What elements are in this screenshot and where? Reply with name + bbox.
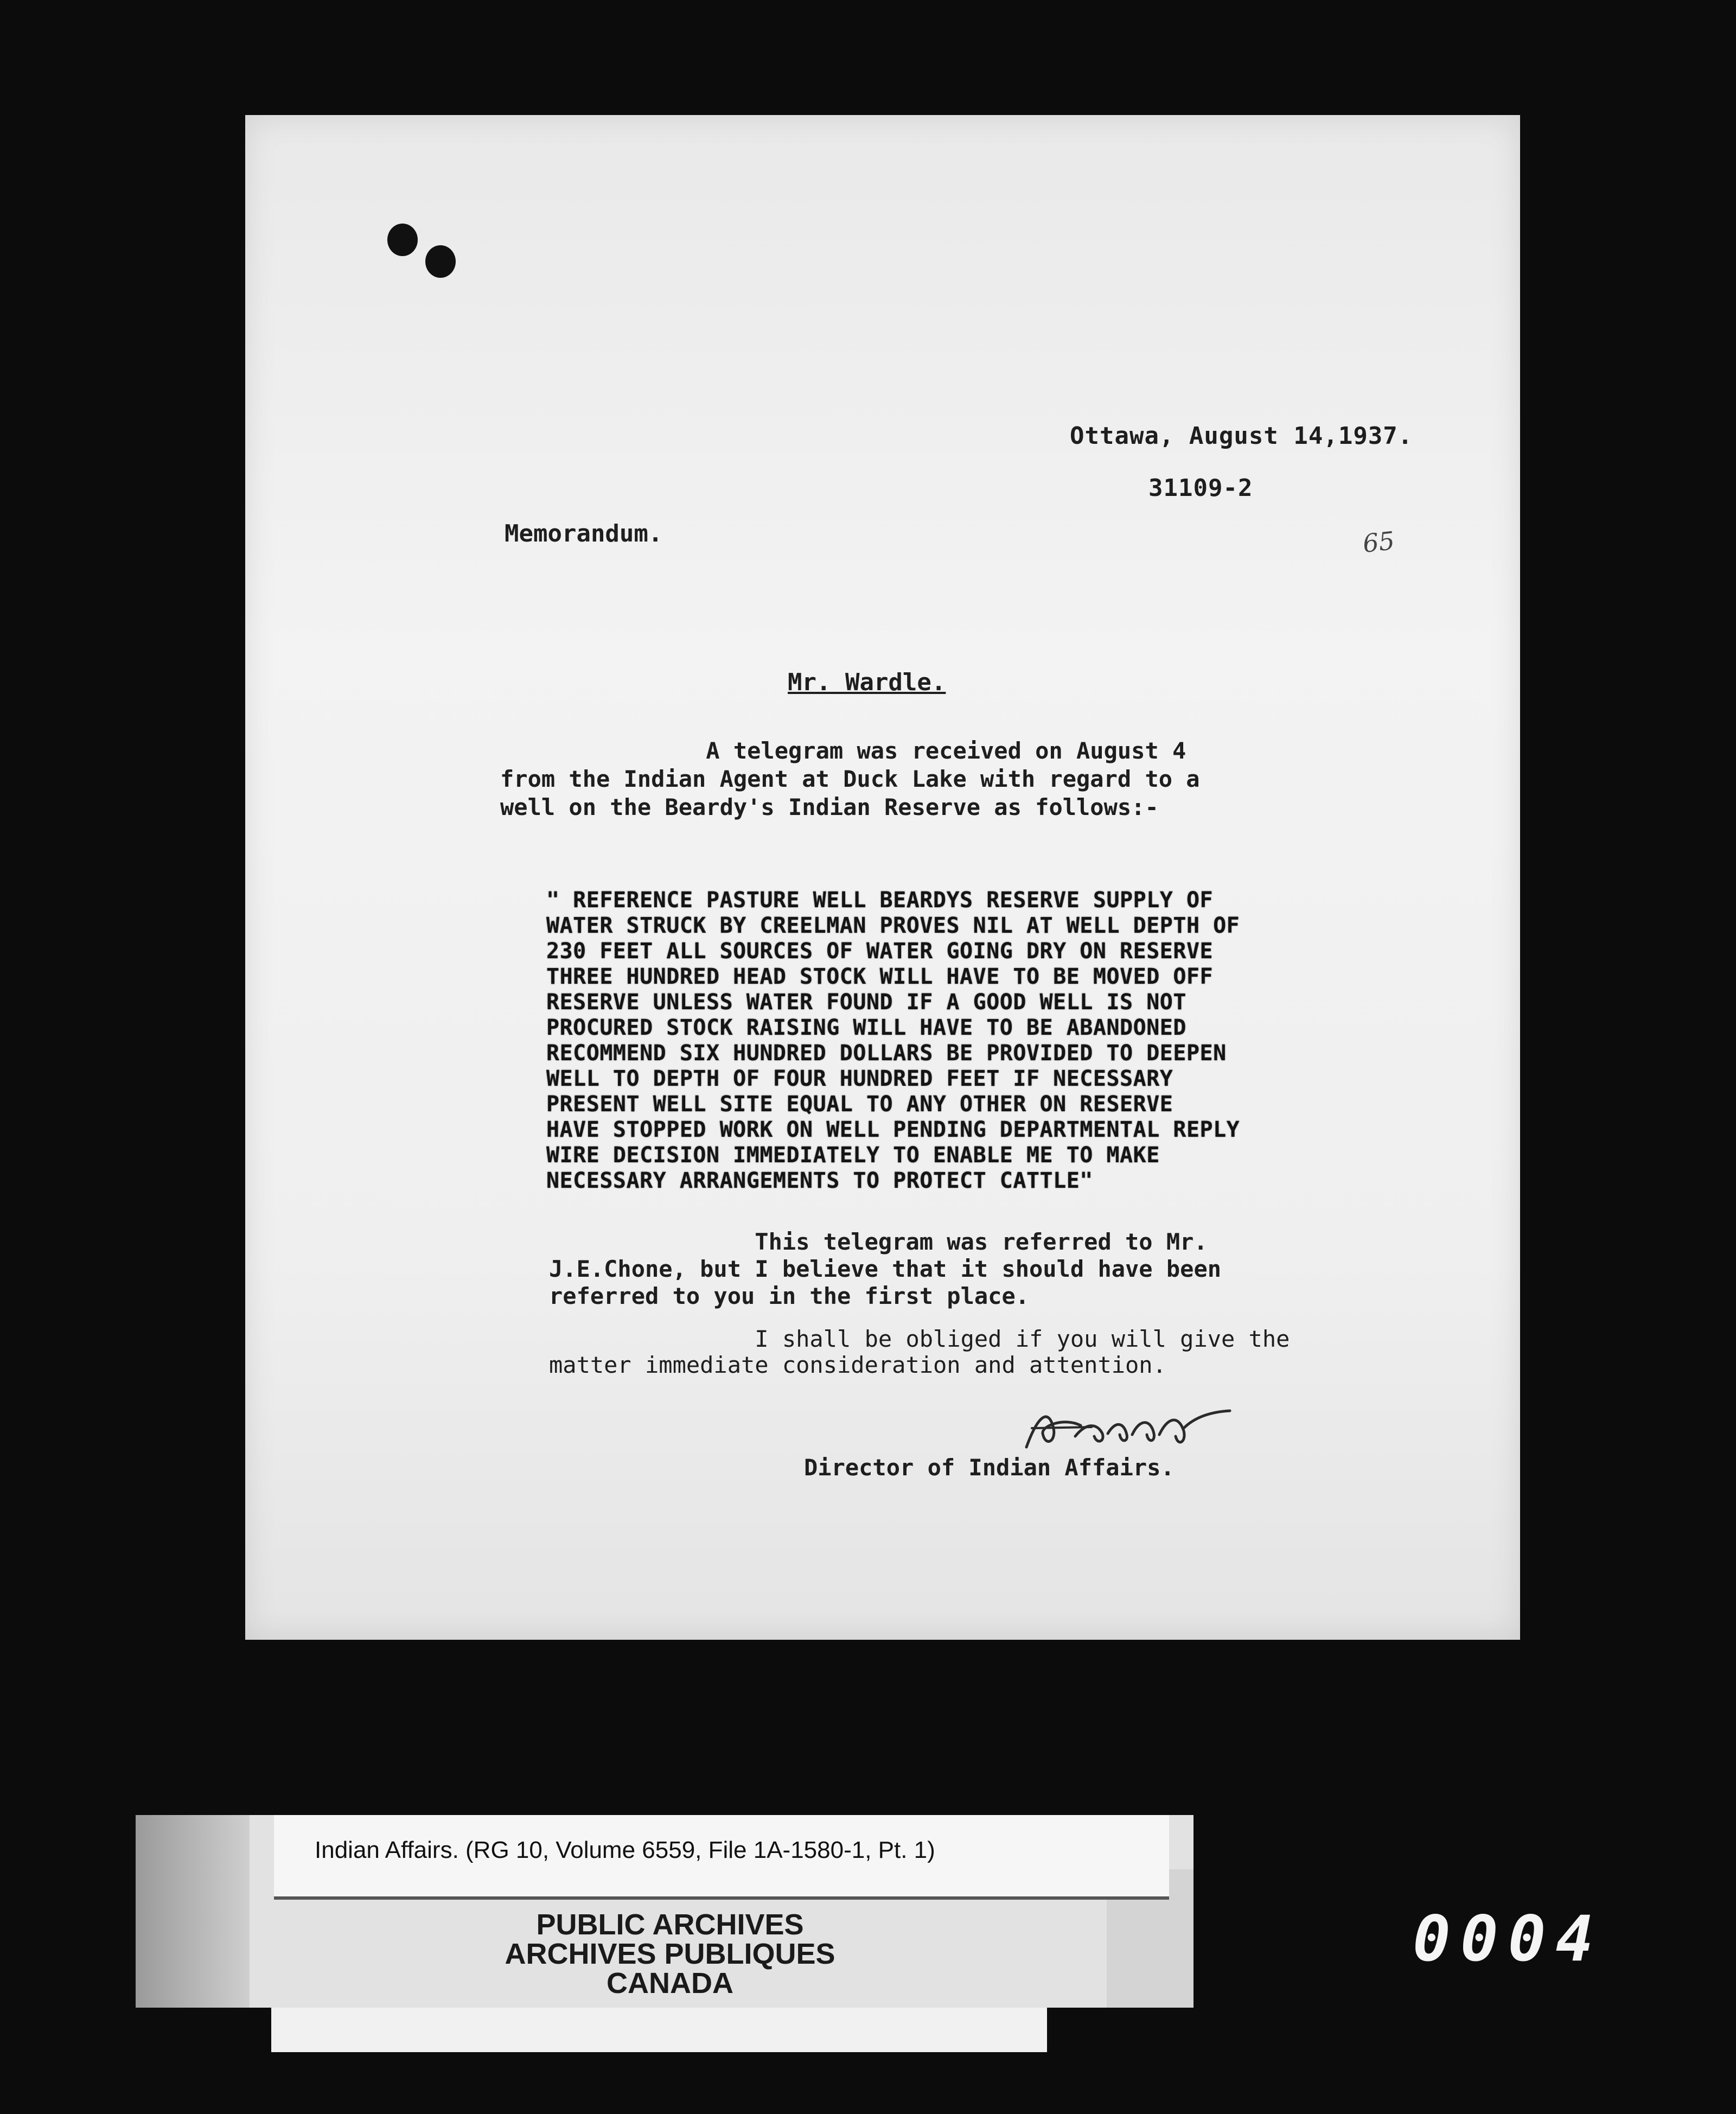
paragraph-referral: This telegram was referred to Mr. J.E.Chone, but I believe that it should have been referred to you in the first place. (549, 1228, 1222, 1309)
memo-label: Memorandum. (505, 520, 663, 547)
telegram-quote: " REFERENCE PASTURE WELL BEARDYS RESERVE SUPPLY OF WATER STRUCK BY CREELMAN PROVES NIL AT WELL DEPTH OF 230 FEET ALL SOURCES OF WATER GOING DRY ON RESERVE THREE HUNDRED HEAD STOCK WILL HAVE TO BE MOVED OFF RESERVE UNLESS WATER FOUND IF A GOOD WELL IS NOT PROCURED STOCK RAISING WILL HAVE TO BE ABANDONED RECOMMEND SIX HUNDRED DOLLARS BE PROVIDED TO DEEPEN WELL TO DEPTH OF FOUR HUNDRED FEET IF NECESSARY PRESENT WELL SITE EQUAL TO ANY OTHER ON RESERVE HAVE STOPPED WORK ON WELL PENDING DEPARTMENTAL REPLY WIRE DECISION IMMEDIATELY TO ENABLE ME TO MAKE NECESSARY ARRANGEMENTS TO PROTECT CATTLE" (546, 888, 1240, 1193)
archives-line-3: CANADA (607, 1967, 733, 2000)
document-page (245, 115, 1520, 1640)
paragraph-intro: A telegram was received on August 4 from the Indian Agent at Duck Lake with regard to a well on the Beardy's Indian Reserve as follows:- (500, 737, 1200, 820)
file-number: 31109-2 (1148, 474, 1253, 502)
label-card-bottom (271, 2008, 1047, 2052)
punch-hole (425, 245, 456, 278)
dateline: Ottawa, August 14,1937. (1070, 422, 1413, 450)
paragraph-request: I shall be obliged if you will give the matter immediate consideration and attention. (549, 1326, 1290, 1378)
archives-line-1: PUBLIC ARCHIVES (536, 1908, 804, 1941)
label-shadow (136, 1815, 250, 2008)
archives-stamp (456, 1910, 884, 1998)
punch-hole (387, 224, 418, 256)
archives-line-2: ARCHIVES PUBLIQUES (505, 1938, 835, 1970)
frame-counter: 0004 (1413, 1902, 1604, 1976)
addressee: Mr. Wardle. (788, 668, 946, 696)
archive-label-card (136, 1815, 1194, 2008)
margin-mark: 65 (1361, 526, 1396, 558)
signature (1016, 1396, 1243, 1461)
signoff-title: Director of Indian Affairs. (804, 1454, 1175, 1481)
archive-reference: Indian Affairs. (RG 10, Volume 6559, File 1A-1580-1, Pt. 1) (315, 1837, 935, 1863)
